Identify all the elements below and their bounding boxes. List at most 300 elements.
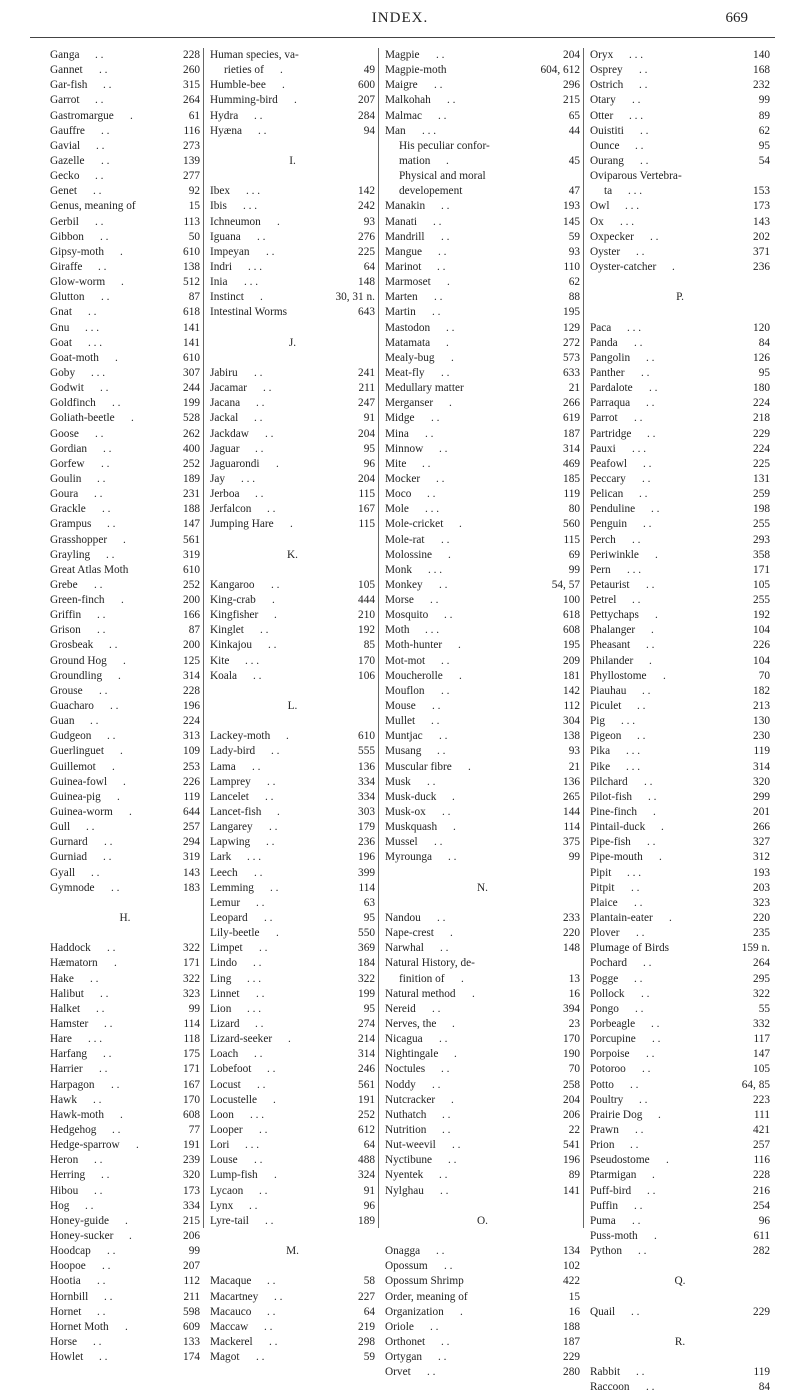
entry-term: Langarey [210, 821, 253, 834]
leader-dots: . [125, 1320, 128, 1333]
leader-dots: . . [646, 1048, 655, 1061]
entry-term: Pipe-mouth [590, 851, 643, 864]
entry-page-number: 144 [563, 806, 580, 819]
entry-page-number: 322 [753, 987, 770, 1000]
entry-term: Muntjac [385, 730, 423, 743]
entry-term: Haddock [50, 942, 91, 955]
entry-page-number: 187 [563, 1335, 580, 1348]
entry-page-number: 136 [358, 760, 375, 773]
index-entry [50, 1153, 200, 1168]
entry-term: Heron [50, 1154, 79, 1167]
leader-dots: . [460, 1305, 463, 1318]
entry-term: Lamprey [210, 775, 251, 788]
leader-dots: . . [101, 1169, 110, 1182]
entry-page-number: 99 [568, 563, 580, 576]
entry-term: Pochard [590, 957, 628, 970]
index-entry [590, 744, 770, 759]
index-entry [590, 215, 770, 230]
index-entry [210, 93, 375, 108]
leader-dots: . [282, 79, 285, 92]
index-entry [210, 457, 375, 472]
leader-dots: . . . [248, 260, 263, 273]
entry-term: Nape-crest [385, 927, 434, 940]
entry-term: Grasshopper [50, 533, 108, 546]
index-columns [50, 48, 770, 1394]
entry-page-number: 55 [758, 1002, 770, 1015]
entry-term: Potto [590, 1078, 614, 1091]
index-entry [590, 381, 770, 396]
entry-term: Musk-ox [385, 806, 426, 819]
entry-term: Gerbil [50, 215, 79, 228]
entry-page-number: 126 [753, 351, 770, 364]
leader-dots: . [655, 548, 658, 561]
entry-term: Godwit [50, 382, 84, 395]
leader-dots: . . [639, 79, 648, 92]
entry-term: Perch [590, 533, 616, 546]
entry-term: Kinkajou [210, 639, 253, 652]
entry-term: Gymnode [50, 881, 95, 894]
entry-term: Groundling [50, 669, 103, 682]
leader-dots: . . [441, 230, 450, 243]
entry-page-number: 598 [183, 1305, 200, 1318]
index-entry [50, 578, 200, 593]
leader-dots: . . [269, 1335, 278, 1348]
index-entry [50, 48, 200, 63]
index-entry [385, 1047, 580, 1062]
leader-dots: . [118, 669, 121, 682]
entry-page-number: 99 [188, 1245, 200, 1258]
leader-dots: . . [103, 442, 112, 455]
leader-dots: . . [254, 1048, 263, 1061]
index-entry [210, 881, 375, 896]
index-entry [590, 472, 770, 487]
index-entry [590, 578, 770, 593]
entry-term: Grampus [50, 518, 92, 531]
entry-term: Prairie Dog [590, 1108, 643, 1121]
entry-term: Pauxi [590, 442, 616, 455]
entry-page-number: 147 [183, 518, 200, 531]
entry-page-number: 215 [183, 1214, 200, 1227]
index-entry [50, 215, 200, 230]
entry-term: Macaque [210, 1275, 252, 1288]
leader-dots: . [446, 154, 449, 167]
index-entry [50, 775, 200, 790]
leader-dots: . [449, 397, 452, 410]
blank-row [385, 896, 580, 911]
index-entry [50, 1123, 200, 1138]
index-entry [590, 245, 770, 260]
entry-term: Gyall [50, 866, 76, 879]
entry-page-number: 220 [753, 912, 770, 925]
index-entry [50, 714, 200, 729]
leader-dots: . [274, 1169, 277, 1182]
index-entry [210, 1335, 375, 1350]
entry-term: Hoodcap [50, 1245, 91, 1258]
leader-dots: . . . [629, 49, 644, 61]
leader-dots: . . [95, 427, 104, 440]
entry-page-number: 224 [753, 397, 770, 410]
leader-dots: . [272, 594, 275, 607]
index-entry [50, 684, 200, 699]
entry-page-number: 611 [753, 1229, 770, 1242]
blank-row [385, 866, 580, 881]
leader-dots: . . [434, 79, 443, 92]
entry-term: Lancelet [210, 790, 249, 803]
entry-page-number: 119 [753, 745, 770, 758]
leader-dots: . . [432, 700, 441, 713]
leader-dots: . . [86, 821, 95, 834]
leader-dots: . . [437, 260, 446, 273]
index-entry [210, 1002, 375, 1017]
leader-dots: . . [96, 139, 105, 152]
entry-term: Lancet-fish [210, 806, 262, 819]
entry-page-number: 138 [563, 730, 580, 743]
index-entry [50, 1305, 200, 1320]
entry-term: Guan [50, 715, 75, 728]
entry-term: Orvet [385, 1366, 411, 1379]
section-letter: H. [119, 912, 131, 925]
index-entry [385, 1093, 580, 1108]
leader-dots: . [666, 1154, 669, 1167]
leader-dots: . . [259, 942, 268, 955]
entry-term: Nyctibune [385, 1154, 433, 1167]
index-entry [590, 78, 770, 93]
leader-dots: . . [425, 427, 434, 440]
index-entry [385, 1017, 580, 1032]
entry-page-number: 167 [183, 1078, 200, 1091]
leader-dots: . [120, 1108, 123, 1121]
entry-page-number: 95 [363, 1002, 375, 1015]
entry-page-number: 573 [563, 351, 580, 364]
index-entry [50, 1047, 200, 1062]
entry-page-number: 264 [753, 957, 770, 970]
entry-page-number: 358 [753, 548, 770, 561]
entry-term: Pogge [590, 972, 619, 985]
entry-page-number: 244 [183, 382, 200, 395]
entry-term: Jacamar [210, 382, 248, 395]
index-entry [210, 896, 375, 911]
entry-page-number: 561 [358, 1078, 375, 1091]
entry-term: mation [399, 154, 431, 167]
entry-page-number: 114 [183, 1018, 200, 1030]
entry-page-number: 228 [753, 1169, 770, 1182]
entry-page-number: 125 [183, 654, 200, 667]
entry-page-number: 265 [563, 790, 580, 803]
entry-term: Mealy-bug [385, 351, 435, 364]
index-entry [385, 1274, 580, 1289]
section-letter: K. [287, 548, 298, 561]
index-entry [210, 502, 375, 517]
entry-term: Gastromargue [50, 109, 114, 122]
index-entry [50, 956, 200, 971]
entry-page-number: 63 [363, 896, 375, 909]
entry-term: Gorfew [50, 457, 85, 470]
index-entry [50, 275, 200, 290]
leader-dots: . . [270, 881, 279, 894]
index-entry [50, 850, 200, 865]
entry-page-number: 324 [358, 1169, 375, 1182]
leader-dots: . . [635, 1123, 644, 1136]
index-entry [590, 502, 770, 517]
entry-page-number: 142 [358, 185, 375, 198]
entry-page-number: 198 [753, 503, 770, 516]
leader-dots: . . . [632, 442, 647, 455]
entry-page-number: 188 [563, 1320, 580, 1333]
index-entry [590, 260, 770, 275]
entry-page-number: 59 [363, 1351, 375, 1364]
entry-page-number: 220 [563, 927, 580, 940]
entry-term: Jay [210, 472, 226, 485]
index-entry [50, 1168, 200, 1183]
entry-term: Manakin [385, 200, 426, 213]
leader-dots: . . [254, 366, 263, 379]
index-entry [210, 1274, 375, 1289]
entry-page-number: 87 [188, 624, 200, 637]
leader-dots: . . [632, 533, 641, 546]
leader-dots: . . . [629, 109, 644, 122]
leader-dots: . [453, 821, 456, 834]
section-letter: N. [477, 881, 488, 894]
leader-dots: . . [427, 1366, 436, 1379]
index-entry [590, 1184, 770, 1199]
entry-page-number: 612 [358, 1123, 375, 1136]
index-entry [385, 638, 580, 653]
leader-dots: . . [267, 1305, 276, 1318]
leader-dots: . . . [425, 503, 440, 516]
leader-dots: . . [444, 1260, 453, 1273]
leader-dots: . . [99, 64, 108, 77]
leader-dots: . . [434, 291, 443, 304]
entry-term: Jackal [210, 412, 239, 425]
entry-term: Monk [385, 563, 412, 576]
leader-dots: . . [638, 1245, 647, 1258]
entry-page-number: 213 [753, 700, 770, 713]
index-entry [210, 775, 375, 790]
entry-page-number: 272 [563, 336, 580, 349]
entry-term: Malkohah [385, 94, 431, 107]
leader-dots: . . [256, 1351, 265, 1364]
entry-page-number: 84 [758, 336, 770, 349]
entry-term: Myrounga [385, 851, 433, 864]
entry-term: Lemming [210, 881, 254, 894]
blank-row [385, 1229, 580, 1244]
entry-term: Hedgehog [50, 1123, 97, 1136]
leader-dots: . . [431, 715, 440, 728]
index-entry [385, 1350, 580, 1365]
blank-row [590, 1350, 770, 1365]
entry-term: Jaguarondi [210, 457, 260, 470]
entry-term: Guerlinguet [50, 745, 104, 758]
entry-page-number: 320 [183, 1169, 200, 1182]
index-entry [590, 684, 770, 699]
entry-term: Puma [590, 1214, 616, 1227]
entry-page-number: 114 [563, 821, 580, 834]
entry-term: Otary [590, 94, 616, 107]
blank-row [210, 139, 375, 154]
index-entry [590, 987, 770, 1002]
entry-page-number: 255 [753, 518, 770, 531]
entry-page-number: 70 [568, 1063, 580, 1076]
entry-term: Nereid [385, 1002, 416, 1015]
leader-dots: . . [101, 124, 110, 137]
entry-page-number: 191 [358, 1093, 375, 1106]
entry-term: Louse [210, 1154, 238, 1167]
leader-dots: . [131, 412, 134, 425]
index-entry [50, 533, 200, 548]
entry-page-number: 253 [183, 760, 200, 773]
entry-page-number: 241 [358, 366, 375, 379]
index-entry [590, 1108, 770, 1123]
leader-dots: . . [441, 533, 450, 546]
entry-page-number: 174 [183, 1351, 200, 1364]
leader-dots: . . [112, 1123, 121, 1136]
entry-page-number: 314 [183, 669, 200, 682]
leader-dots: . . [111, 881, 120, 894]
index-entry [50, 563, 200, 578]
index-entry [385, 533, 580, 548]
index-entry [210, 1062, 375, 1077]
index-entry [50, 427, 200, 442]
entry-page-number: 89 [758, 109, 770, 122]
leader-dots: . . [101, 154, 110, 167]
entry-page-number: 58 [363, 1275, 375, 1288]
entry-term: Grouse [50, 684, 83, 697]
leader-dots: . [276, 927, 279, 940]
index-entry [50, 593, 200, 608]
entry-page-number: 206 [563, 1108, 580, 1121]
index-entry [50, 1350, 200, 1365]
index-entry [50, 517, 200, 532]
index-entry [385, 608, 580, 623]
index-entry [590, 154, 770, 169]
leader-dots: . [121, 594, 124, 607]
entry-page-number: 512 [183, 276, 200, 289]
entry-page-number: 207 [183, 1260, 200, 1273]
entry-page-number: 191 [183, 1139, 200, 1152]
leader-dots: . . [99, 1351, 108, 1364]
leader-dots: . . [647, 836, 656, 849]
entry-page-number: 23 [568, 1018, 580, 1030]
entry-term: Green-finch [50, 594, 105, 607]
index-entry [210, 1032, 375, 1047]
entry-term: Goldfinch [50, 397, 96, 410]
entry-page-number: 118 [183, 1033, 200, 1046]
index-entry [50, 1138, 200, 1153]
entry-page-number: 304 [563, 715, 580, 728]
entry-page-number: 252 [358, 1108, 375, 1121]
entry-term: Hyæna [210, 124, 243, 137]
leader-dots: . . [634, 336, 643, 349]
entry-term: Lily-beetle [210, 927, 260, 940]
index-entry [50, 1244, 200, 1259]
index-entry [50, 1078, 200, 1093]
entry-term: Oxpecker [590, 230, 634, 243]
entry-page-number: 232 [753, 79, 770, 92]
index-entry [50, 381, 200, 396]
leader-dots: . . [100, 230, 109, 243]
index-entry [210, 78, 375, 93]
entry-page-number: 95 [363, 912, 375, 925]
leader-dots: . . [636, 1366, 645, 1379]
section-letter-heading [210, 336, 375, 351]
index-entry [385, 260, 580, 275]
entry-page-number: 141 [183, 321, 200, 334]
entry-page-number: 143 [183, 866, 200, 879]
entry-page-number: 93 [568, 245, 580, 258]
leader-dots: . [123, 654, 126, 667]
entry-term: Lynx [210, 1199, 234, 1212]
entry-page-number: 95 [758, 139, 770, 152]
leader-dots: . . [644, 775, 653, 788]
entry-page-number: 225 [753, 457, 770, 470]
entry-term: Otter [590, 109, 614, 122]
index-entry [210, 230, 375, 245]
entry-page-number: 254 [753, 1199, 770, 1212]
index-entry [590, 1002, 770, 1017]
index-entry [210, 48, 375, 63]
index-entry [210, 866, 375, 881]
leader-dots: . . [97, 609, 106, 622]
index-entry [210, 396, 375, 411]
entry-term: Pig [590, 715, 606, 728]
leader-dots: . [468, 760, 471, 773]
index-entry [50, 336, 200, 351]
entry-page-number: 85 [363, 639, 375, 652]
entry-page-number: 242 [358, 200, 375, 213]
index-entry [385, 684, 580, 699]
entry-page-number: 228 [183, 49, 200, 61]
entry-page-number: 49 [363, 64, 375, 77]
entry-page-number: 192 [358, 624, 375, 637]
entry-page-number: 145 [563, 215, 580, 228]
entry-term: Partridge [590, 427, 632, 440]
entry-term: Kingfisher [210, 609, 259, 622]
index-entry [210, 487, 375, 502]
entry-page-number: 171 [753, 563, 770, 576]
leader-dots: . [130, 109, 133, 122]
leader-dots: . [661, 821, 664, 834]
leader-dots: . . [99, 1063, 108, 1076]
index-entry [210, 1214, 375, 1229]
entry-term: Goat [50, 336, 72, 349]
section-letter: I. [289, 154, 296, 167]
blank-row [50, 896, 200, 911]
index-entry [50, 502, 200, 517]
entry-page-number: 469 [563, 457, 580, 470]
entry-page-number: 322 [183, 942, 200, 955]
leader-dots: . [653, 806, 656, 819]
entry-page-number: 199 [358, 987, 375, 1000]
leader-dots: . [288, 1033, 291, 1046]
entry-term: Harfang [50, 1048, 88, 1061]
leader-dots: . . [253, 669, 262, 682]
entry-term: Inia [210, 276, 228, 289]
entry-page-number: 148 [358, 276, 375, 289]
blank-row [590, 305, 770, 320]
index-entry [590, 926, 770, 941]
index-entry [590, 1214, 770, 1229]
leader-dots: . [651, 624, 654, 637]
index-entry [385, 1153, 580, 1168]
entry-term: Hæmatorn [50, 957, 98, 970]
leader-dots: . . [437, 912, 446, 925]
leader-dots: . . [442, 1123, 451, 1136]
section-letter: L. [287, 700, 298, 713]
entry-page-number: 141 [183, 336, 200, 349]
entry-page-number: 541 [563, 1139, 580, 1152]
leader-dots: . [129, 806, 132, 819]
leader-dots: . . [646, 351, 655, 364]
